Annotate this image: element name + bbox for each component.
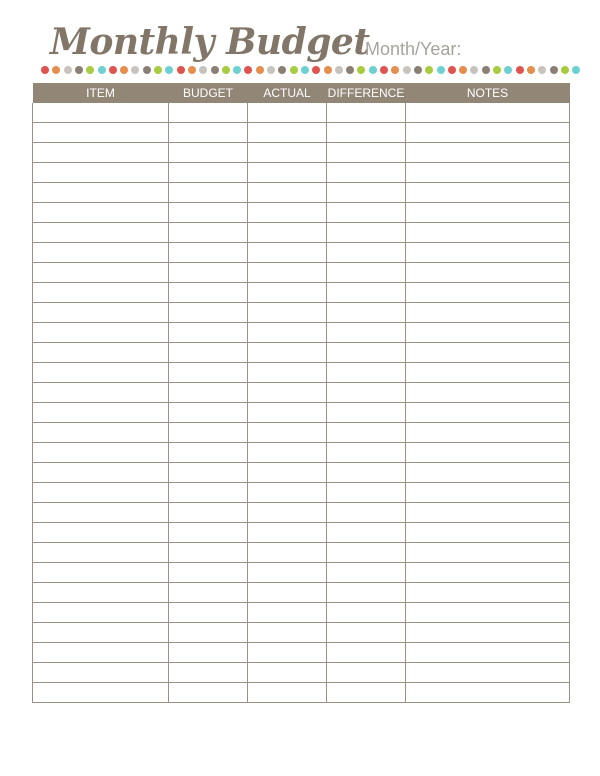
cell-notes[interactable] (406, 183, 570, 203)
cell-item[interactable] (33, 183, 169, 203)
decorative-dot (64, 66, 72, 74)
cell-budget[interactable] (169, 143, 248, 163)
table-row (33, 203, 570, 223)
cell-actual[interactable] (248, 343, 327, 363)
decorative-dot (199, 66, 207, 74)
cell-item[interactable] (33, 223, 169, 243)
cell-difference[interactable] (327, 603, 406, 623)
cell-actual[interactable] (248, 243, 327, 263)
cell-item[interactable] (33, 363, 169, 383)
cell-difference[interactable] (327, 543, 406, 563)
table-row (33, 423, 570, 443)
cell-item[interactable] (33, 443, 169, 463)
cell-notes[interactable] (406, 323, 570, 343)
decorative-dot (143, 66, 151, 74)
table-row (33, 363, 570, 383)
decorative-dot (448, 66, 456, 74)
decorative-dot (256, 66, 264, 74)
cell-budget[interactable] (169, 303, 248, 323)
column-header-notes: NOTES (466, 86, 509, 100)
cell-item[interactable] (33, 403, 169, 423)
cell-notes[interactable] (406, 283, 570, 303)
cell-budget[interactable] (169, 163, 248, 183)
decorative-dot (493, 66, 501, 74)
cell-notes[interactable] (406, 443, 570, 463)
decorative-dot (470, 66, 478, 74)
cell-budget[interactable] (169, 503, 248, 523)
decorative-dot (403, 66, 411, 74)
cell-actual[interactable] (248, 523, 327, 543)
cell-notes[interactable] (406, 663, 570, 683)
cell-item[interactable] (33, 663, 169, 683)
cell-budget[interactable] (169, 683, 248, 703)
cell-actual[interactable] (248, 603, 327, 623)
cell-notes[interactable] (406, 143, 570, 163)
cell-actual[interactable] (248, 663, 327, 683)
cell-actual[interactable] (248, 543, 327, 563)
cell-difference[interactable] (327, 363, 406, 383)
cell-difference[interactable] (327, 423, 406, 443)
decorative-dot (177, 66, 185, 74)
decorative-dot (324, 66, 332, 74)
cell-notes[interactable] (406, 523, 570, 543)
decorative-dot (357, 66, 365, 74)
decorative-dot (278, 66, 286, 74)
cell-actual[interactable] (248, 583, 327, 603)
cell-difference[interactable] (327, 663, 406, 683)
decorative-dot (538, 66, 546, 74)
cell-difference[interactable] (327, 143, 406, 163)
cell-budget[interactable] (169, 523, 248, 543)
table-row (33, 223, 570, 243)
cell-budget[interactable] (169, 583, 248, 603)
decorative-dot (52, 66, 60, 74)
cell-notes[interactable] (406, 383, 570, 403)
cell-difference[interactable] (327, 643, 406, 663)
decorative-dot (482, 66, 490, 74)
cell-notes[interactable] (406, 243, 570, 263)
decorative-dot (222, 66, 230, 74)
cell-actual[interactable] (248, 503, 327, 523)
cell-difference[interactable] (327, 263, 406, 283)
cell-item[interactable] (33, 203, 169, 223)
cell-item[interactable] (33, 123, 169, 143)
cell-actual[interactable] (248, 103, 327, 123)
cell-difference[interactable] (327, 303, 406, 323)
cell-notes[interactable] (406, 163, 570, 183)
cell-notes[interactable] (406, 343, 570, 363)
cell-item[interactable] (33, 263, 169, 283)
cell-notes[interactable] (406, 223, 570, 243)
cell-item[interactable] (33, 543, 169, 563)
table-row (33, 183, 570, 203)
cell-actual[interactable] (248, 643, 327, 663)
cell-item[interactable] (33, 503, 169, 523)
cell-notes[interactable] (406, 303, 570, 323)
cell-difference[interactable] (327, 343, 406, 363)
cell-actual[interactable] (248, 203, 327, 223)
table-row (33, 503, 570, 523)
cell-actual[interactable] (248, 143, 327, 163)
decorative-dot (561, 66, 569, 74)
cell-difference[interactable] (327, 483, 406, 503)
decorative-dot (391, 66, 399, 74)
cell-actual[interactable] (248, 323, 327, 343)
cell-notes[interactable] (406, 643, 570, 663)
table-row (33, 343, 570, 363)
cell-actual[interactable] (248, 563, 327, 583)
table-row (33, 143, 570, 163)
cell-item[interactable] (33, 603, 169, 623)
cell-budget[interactable] (169, 243, 248, 263)
cell-budget[interactable] (169, 123, 248, 143)
cell-budget[interactable] (169, 663, 248, 683)
cell-difference[interactable] (327, 103, 406, 123)
cell-notes[interactable] (406, 263, 570, 283)
cell-difference[interactable] (327, 183, 406, 203)
cell-difference[interactable] (327, 523, 406, 543)
decorative-dot (459, 66, 467, 74)
cell-item[interactable] (33, 163, 169, 183)
cell-difference[interactable] (327, 383, 406, 403)
cell-budget[interactable] (169, 623, 248, 643)
decorative-dot (504, 66, 512, 74)
cell-notes[interactable] (406, 563, 570, 583)
table-row (33, 643, 570, 663)
cell-item[interactable] (33, 323, 169, 343)
table-row (33, 163, 570, 183)
cell-difference[interactable] (327, 223, 406, 243)
decorative-dot (312, 66, 320, 74)
decorative-dot (380, 66, 388, 74)
decorative-dot (233, 66, 241, 74)
cell-item[interactable] (33, 683, 169, 703)
page-title: Monthly Budget (50, 21, 370, 63)
table-row (33, 463, 570, 483)
budget-table-body (33, 103, 570, 703)
table-row (33, 683, 570, 703)
cell-item[interactable] (33, 643, 169, 663)
cell-notes[interactable] (406, 203, 570, 223)
cell-item[interactable] (33, 583, 169, 603)
table-row (33, 403, 570, 423)
cell-actual[interactable] (248, 623, 327, 643)
cell-item[interactable] (33, 103, 169, 123)
table-row (33, 103, 570, 123)
cell-actual[interactable] (248, 303, 327, 323)
decorative-dot (98, 66, 106, 74)
table-row (33, 283, 570, 303)
decorative-dot (425, 66, 433, 74)
cell-notes[interactable] (406, 683, 570, 703)
decorative-dot (188, 66, 196, 74)
cell-item[interactable] (33, 283, 169, 303)
cell-difference[interactable] (327, 323, 406, 343)
cell-item[interactable] (33, 143, 169, 163)
decorative-dot (437, 66, 445, 74)
table-row (33, 383, 570, 403)
table-row (33, 323, 570, 343)
decorative-dot (550, 66, 558, 74)
cell-difference[interactable] (327, 503, 406, 523)
cell-notes[interactable] (406, 603, 570, 623)
decorative-dot (516, 66, 524, 74)
table-row (33, 543, 570, 563)
cell-difference[interactable] (327, 563, 406, 583)
column-header-budget: BUDGET (182, 86, 233, 100)
cell-actual[interactable] (248, 283, 327, 303)
cell-budget[interactable] (169, 563, 248, 583)
cell-notes[interactable] (406, 623, 570, 643)
cell-actual[interactable] (248, 223, 327, 243)
cell-difference[interactable] (327, 243, 406, 263)
table-row (33, 123, 570, 143)
budget-table (32, 83, 570, 703)
decorative-dot (154, 66, 162, 74)
decorative-dot (572, 66, 580, 74)
cell-budget[interactable] (169, 343, 248, 363)
table-row (33, 303, 570, 323)
cell-actual[interactable] (248, 263, 327, 283)
decorative-dot (527, 66, 535, 74)
cell-notes[interactable] (406, 103, 570, 123)
cell-budget[interactable] (169, 643, 248, 663)
table-row (33, 563, 570, 583)
cell-budget[interactable] (169, 463, 248, 483)
table-header-row (33, 83, 570, 103)
table-row (33, 523, 570, 543)
cell-budget[interactable] (169, 483, 248, 503)
cell-item[interactable] (33, 303, 169, 323)
column-header-difference: DIFFERENCE (327, 86, 405, 100)
cell-actual[interactable] (248, 123, 327, 143)
decorative-dot (290, 66, 298, 74)
cell-notes[interactable] (406, 583, 570, 603)
cell-notes[interactable] (406, 363, 570, 383)
cell-budget[interactable] (169, 263, 248, 283)
cell-item[interactable] (33, 563, 169, 583)
cell-item[interactable] (33, 623, 169, 643)
decorative-dot (301, 66, 309, 74)
decorative-dot (41, 66, 49, 74)
decorative-dot (211, 66, 219, 74)
cell-item[interactable] (33, 523, 169, 543)
cell-actual[interactable] (248, 443, 327, 463)
cell-item[interactable] (33, 343, 169, 363)
table-row (33, 663, 570, 683)
cell-notes[interactable] (406, 403, 570, 423)
decorative-dot (346, 66, 354, 74)
decorative-dot (120, 66, 128, 74)
cell-notes[interactable] (406, 483, 570, 503)
decorative-dot (267, 66, 275, 74)
cell-notes[interactable] (406, 423, 570, 443)
cell-actual[interactable] (248, 183, 327, 203)
cell-budget[interactable] (169, 363, 248, 383)
table-row (33, 483, 570, 503)
cell-difference[interactable] (327, 123, 406, 143)
table-row (33, 263, 570, 283)
cell-notes[interactable] (406, 543, 570, 563)
cell-actual[interactable] (248, 483, 327, 503)
table-row (33, 243, 570, 263)
cell-budget[interactable] (169, 103, 248, 123)
cell-actual[interactable] (248, 423, 327, 443)
cell-difference[interactable] (327, 623, 406, 643)
decorative-dot (414, 66, 422, 74)
cell-item[interactable] (33, 463, 169, 483)
cell-actual[interactable] (248, 463, 327, 483)
cell-budget[interactable] (169, 223, 248, 243)
table-row (33, 443, 570, 463)
decorative-dot (75, 66, 83, 74)
decorative-dot (369, 66, 377, 74)
cell-item[interactable] (33, 383, 169, 403)
decorative-dot (86, 66, 94, 74)
cell-actual[interactable] (248, 683, 327, 703)
cell-difference[interactable] (327, 163, 406, 183)
cell-budget[interactable] (169, 183, 248, 203)
table-row (33, 623, 570, 643)
cell-item[interactable] (33, 243, 169, 263)
month-year-label: Month/Year: (365, 39, 462, 59)
cell-difference[interactable] (327, 683, 406, 703)
cell-budget[interactable] (169, 383, 248, 403)
cell-notes[interactable] (406, 503, 570, 523)
cell-actual[interactable] (248, 363, 327, 383)
decorative-dot (165, 66, 173, 74)
cell-budget[interactable] (169, 203, 248, 223)
cell-budget[interactable] (169, 403, 248, 423)
cell-item[interactable] (33, 423, 169, 443)
decorative-dot (335, 66, 343, 74)
cell-actual[interactable] (248, 403, 327, 423)
cell-budget[interactable] (169, 323, 248, 343)
cell-difference[interactable] (327, 443, 406, 463)
decorative-dot (109, 66, 117, 74)
column-header-item: ITEM (86, 86, 115, 100)
cell-item[interactable] (33, 483, 169, 503)
cell-difference[interactable] (327, 203, 406, 223)
cell-budget[interactable] (169, 443, 248, 463)
decorative-dot (244, 66, 252, 74)
cell-difference[interactable] (327, 463, 406, 483)
decorative-dot (131, 66, 139, 74)
cell-difference[interactable] (327, 403, 406, 423)
table-row (33, 583, 570, 603)
cell-budget[interactable] (169, 283, 248, 303)
cell-difference[interactable] (327, 283, 406, 303)
column-header-actual: ACTUAL (263, 86, 311, 100)
cell-difference[interactable] (327, 583, 406, 603)
cell-actual[interactable] (248, 163, 327, 183)
cell-budget[interactable] (169, 603, 248, 623)
cell-notes[interactable] (406, 123, 570, 143)
cell-notes[interactable] (406, 463, 570, 483)
table-row (33, 603, 570, 623)
cell-budget[interactable] (169, 543, 248, 563)
cell-budget[interactable] (169, 423, 248, 443)
cell-actual[interactable] (248, 383, 327, 403)
